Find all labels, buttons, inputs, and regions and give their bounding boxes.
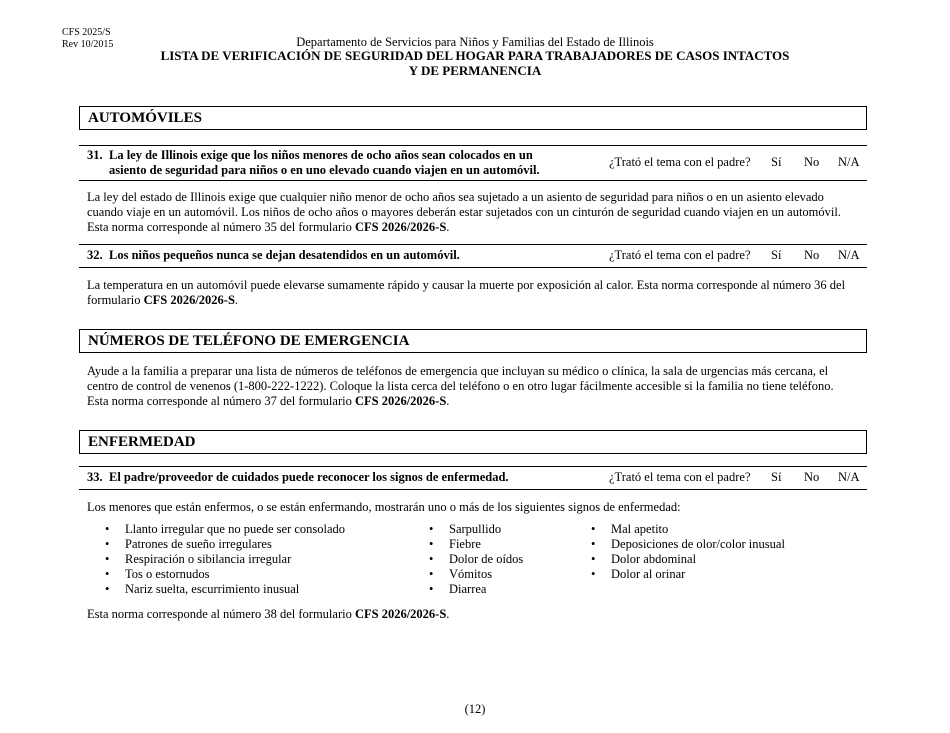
answer-na-option[interactable]: N/A <box>838 155 860 169</box>
list-item: • Vómitos <box>429 567 523 582</box>
section-heading-illness: ENFERMEDAD <box>79 430 867 454</box>
discussed-with-parent-question: ¿Trató el tema con el padre? <box>609 155 751 169</box>
question-33-number: 33. <box>87 470 103 484</box>
question-32-line-1: Los niños pequeños nunca se dejan desatendidos en un automóvil. <box>109 248 460 262</box>
question-31-explanation: La ley del estado de Illinois exige que cualquier niño menor de ocho años sea sujetado a un asiento de seguridad para niños o en un asiento elevado cuando viaje en un automóvil. Los niños de ocho años o mayores deberán estar sujetados con un cinturón de seguridad cuando viajen en un automóvil. Esta norma corresponde al número 35 del formulario CFS 2026/2026-S. <box>87 190 841 234</box>
question-32-number: 32. <box>87 248 103 262</box>
illness-signs-column-2 <box>429 522 523 597</box>
list-item: • Patrones de sueño irregulares <box>105 537 345 552</box>
form-reference: CFS 2026/2026-S <box>354 220 447 234</box>
answer-na-option[interactable]: N/A <box>838 470 860 484</box>
form-number: CFS 2025/S <box>62 27 111 38</box>
illness-signs-column-1 <box>105 522 345 597</box>
answer-yes-option[interactable]: Sí <box>771 155 782 169</box>
discussed-with-parent-question: ¿Trató el tema con el padre? <box>609 470 751 484</box>
discussed-with-parent-question: ¿Trató el tema con el padre? <box>609 248 751 262</box>
question-31-line-1: La ley de Illinois exige que los niños menores de ocho años sean colocados en un <box>109 148 533 162</box>
question-31-text <box>87 148 540 178</box>
question-33-line-1: El padre/proveedor de cuidados puede reconocer los signos de enfermedad. <box>109 470 509 484</box>
list-item: • Nariz suelta, escurrimiento inusual <box>105 582 345 597</box>
title-line-1: LISTA DE VERIFICACIÓN DE SEGURIDAD DEL HOGAR PARA TRABAJADORES DE CASOS INTACTOS <box>160 48 790 63</box>
list-item: • Sarpullido <box>429 522 523 537</box>
emergency-phones-explanation: Ayude a la familia a preparar una lista de números de teléfonos de emergencia que incluyan su médico o clínica, la sala de urgencias más cercana, el centro de control de venenos (1-800-222-1222). Coloque la lista cerca del teléfono o en otro lugar fácilmente accesible si la familia no tiene teléfono. Esta norma corresponde al número 37 del formulario CFS 2026/2026-S. <box>87 364 834 408</box>
answer-no-option[interactable]: No <box>804 248 820 262</box>
illness-form-reference-line: Esta norma corresponde al número 38 del formulario CFS 2026/2026-S. <box>87 607 450 621</box>
department-name: Departamento de Servicios para Niños y Familias del Estado de Illinois <box>296 35 654 49</box>
illness-signs-intro: Los menores que están enfermos, o se están enfermando, mostrarán uno o más de los siguientes signos de enfermedad: <box>87 500 681 514</box>
question-row-32 <box>79 244 867 268</box>
answer-no-option[interactable]: No <box>804 470 820 484</box>
list-item: • Tos o estornudos <box>105 567 345 582</box>
list-item: • Dolor de oídos <box>429 552 523 567</box>
question-33-text <box>87 470 509 485</box>
list-item: • Fiebre <box>429 537 523 552</box>
form-reference: CFS 2026/2026-S <box>143 293 235 307</box>
title-line-2: Y DE PERMANENCIA <box>408 63 542 78</box>
list-item: • Respiración o sibilancia irregular <box>105 552 345 567</box>
page-number: (12) <box>464 702 486 716</box>
question-32-explanation: La temperatura en un automóvil puede elevarse sumamente rápido y causar la muerte por exposición al calor. Esta norma corresponde al número 36 del formulario CFS 2026/2026-S. <box>87 278 846 307</box>
section-heading-emergency-phones: NÚMEROS DE TELÉFONO DE EMERGENCIA <box>79 329 867 353</box>
list-item: • Deposiciones de olor/color inusual <box>591 537 785 552</box>
list-item: • Dolor al orinar <box>591 567 785 582</box>
question-row-33 <box>79 466 867 490</box>
form-reference: CFS 2026/2026-S <box>354 394 447 408</box>
question-32-text <box>87 248 460 263</box>
illness-signs-column-3 <box>591 522 785 582</box>
list-item: • Diarrea <box>429 582 523 597</box>
answer-yes-option[interactable]: Sí <box>771 470 782 484</box>
list-item: • Dolor abdominal <box>591 552 785 567</box>
question-31-number: 31. <box>87 148 103 162</box>
list-item: • Mal apetito <box>591 522 785 537</box>
answer-no-option[interactable]: No <box>804 155 820 169</box>
form-revision: Rev 10/2015 <box>62 39 114 50</box>
section-heading-automobiles: AUTOMÓVILES <box>79 106 867 130</box>
answer-yes-option[interactable]: Sí <box>771 248 782 262</box>
list-item: • Llanto irregular que no puede ser consolado <box>105 522 345 537</box>
answer-na-option[interactable]: N/A <box>838 248 860 262</box>
page-title <box>0 48 950 78</box>
question-row-31 <box>79 145 867 181</box>
question-31-line-2: asiento de seguridad para niños o en uno elevado cuando viajen en un automóvil. <box>109 163 540 177</box>
form-reference: CFS 2026/2026-S <box>354 607 447 621</box>
